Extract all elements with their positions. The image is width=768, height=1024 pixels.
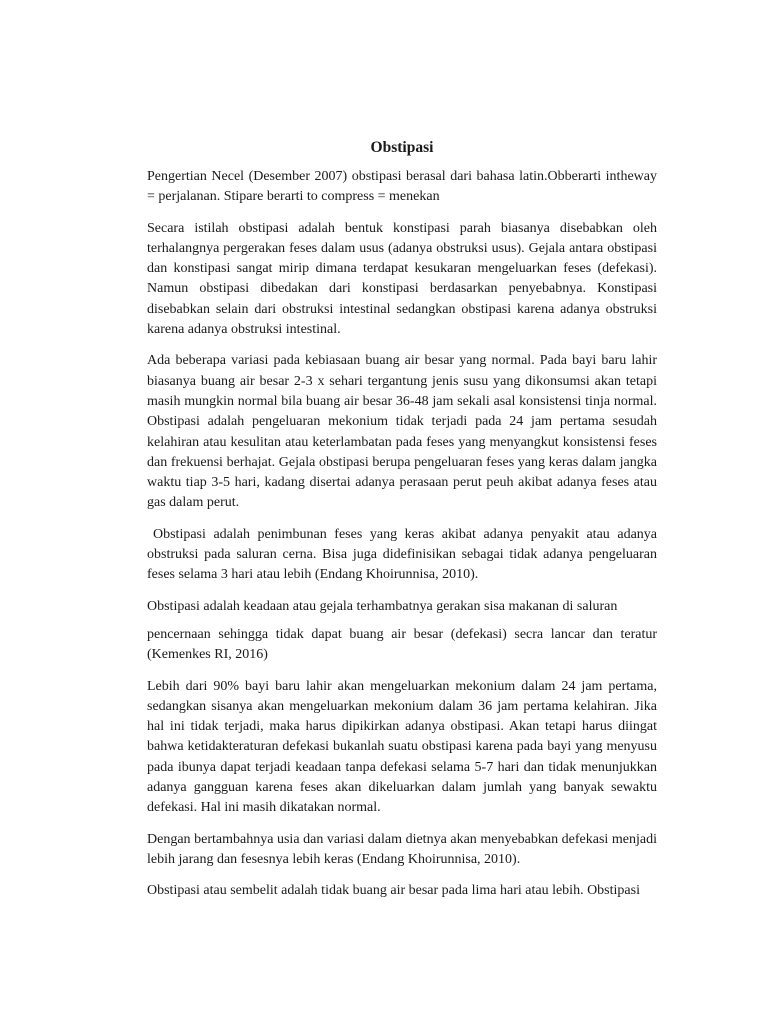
paragraph-meconium: Lebih dari 90% bayi baru lahir akan mengeluarkan mekonium dalam 24 jam pertama, sedangkan sisanya akan mengeluarkan mekonium dalam 36 jam pertama kelahiran. Jika hal ini tidak terjadi, maka harus dipikirkan adanya obstipasi. Akan tetapi harus diingat bahwa ketidakteraturan defekasi bukanlah suatu obstipasi karena pada bayi yang menyusu pada ibunya dapat terjadi keadaan tanpa defekasi selama 5-7 hari dan tidak menunjukkan adanya gangguan karena feses akan dikeluarkan dalam jumlah yang banyak sewaktu defekasi. Hal ini masih dikatakan normal. (147, 678, 657, 816)
document-title: Obstipasi (370, 139, 434, 156)
paragraph-digestion: pencernaan sehingga tidak dapat buang air besar (defekasi) secra lancar dan teratur (Kemenkes RI, 2016) (147, 626, 657, 663)
paragraph-accumulation: Obstipasi adalah penimbunan feses yang keras akibat adanya penyakit atau adanya obstruksi pada saluran cerna. Bisa juga didefinisikan sebagai tidak adanya pengeluaran feses selama 3 hari atau lebih (Endang Khoirunnisa, 2010). (147, 526, 657, 583)
paragraph-sembelit: Obstipasi atau sembelit adalah tidak buang air besar pada lima hari atau lebih. Obstipasi (147, 883, 640, 899)
paragraph-age-diet: Dengan bertambahnya usia dan variasi dalam dietnya akan menyebabkan defekasi menjadi lebih jarang dan fesesnya lebih keras (Endang Khoirunnisa, 2010). (147, 831, 657, 867)
paragraph-terminology: Secara istilah obstipasi adalah bentuk konstipasi parah biasanya disebabkan oleh terhalangnya pergerakan feses dalam usus (adanya obstruksi usus). Gejala antara obstipasi dan konstipasi sangat mirip dimana terdapat kesukaran mengeluarkan feses (defekasi). Namun obstipasi dibedakan dari konstipasi berdasarkan penyebabnya. Konstipasi disebabkan selain dari obstruksi intestinal sedangkan obstipasi karena adanya obstruksi karena adanya obstruksi intestinal. (147, 220, 657, 338)
paragraph-condition: Obstipasi adalah keadaan atau gejala terhambatnya gerakan sisa makanan di saluran (147, 598, 618, 614)
document-body (147, 137, 657, 913)
paragraph-variations: Ada beberapa variasi pada kebiasaan buang air besar yang normal. Pada bayi baru lahir biasanya buang air besar 2-3 x sehari tergantung jenis susu yang dikonsumsi akan tetapi masih mungkin normal bila buang air besar 36-48 jam sekali asal konsistensi tinja normal. Obstipasi adalah pengeluaran mekonium tidak terjadi pada 24 jam pertama sesudah kelahiran atau kesulitan atau keterlambatan pada feses yang menyangkut konsistensi feses dan frekuensi berhajat. Gejala obstipasi berupa pengeluaran feses yang keras dalam jangka waktu tiap 3-5 hari, kadang disertai adanya perasaan perut peuh akibat adanya feses atau gas dalam perut. (147, 353, 657, 511)
paragraph-definition: Pengertian Necel (Desember 2007) obstipasi berasal dari bahasa latin.Obberarti intheway = perjalanan. Stipare berarti to compress = menekan (147, 169, 657, 205)
